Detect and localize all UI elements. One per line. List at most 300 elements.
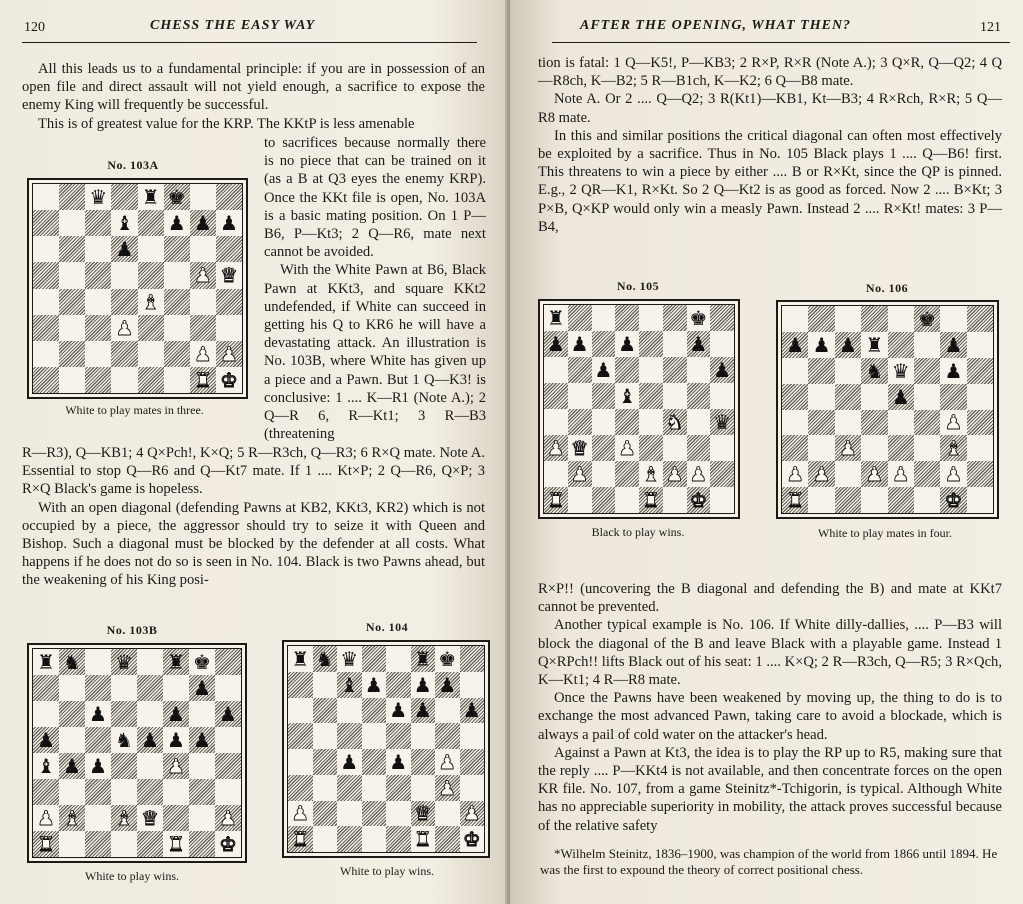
black-rook-icon: ♜ [141,185,160,210]
board-square [59,779,85,805]
board-square [33,727,59,753]
board-square [85,262,111,288]
board-square [967,332,993,358]
black-pawn-icon: ♟ [219,702,237,726]
black-knight-icon: ♞ [63,650,81,674]
board-square [215,753,241,779]
black-knight-icon: ♞ [315,646,334,671]
board-square [663,383,687,409]
board-square [215,701,241,727]
board-square [544,331,568,357]
board-square [190,184,216,210]
board-square [861,384,887,410]
board-square [216,236,242,262]
board-square [362,826,387,852]
board-square [592,409,616,435]
board-square [288,698,313,724]
white-rook-icon: ♜ [786,488,805,513]
white-bishop-icon: ♝ [63,806,81,830]
board-square [835,384,861,410]
board-square [568,487,592,513]
board-square [782,332,808,358]
board-square [164,367,190,393]
board-square [33,701,59,727]
board-square [362,646,387,672]
board-square [59,315,85,341]
board-square [568,305,592,331]
running-head-right: AFTER THE OPENING, WHAT THEN? [580,18,852,33]
board-square [782,410,808,436]
caption-103b: White to play wins. [85,869,179,883]
white-rook-icon: ♜ [167,832,185,856]
board-square [639,435,663,461]
board-square [163,727,189,753]
white-king-icon: ♚ [462,827,481,852]
black-rook-icon: ♜ [413,646,432,671]
chessboard-103a [27,178,248,399]
board-square [163,649,189,675]
board-square [460,672,485,698]
board-square [460,749,485,775]
white-rook-icon: ♜ [193,367,212,392]
board-square [835,461,861,487]
white-rook-icon: ♜ [291,827,310,852]
white-bishop-icon: ♝ [115,806,133,830]
board-square [138,262,164,288]
board-square [460,698,485,724]
black-pawn-icon: ♟ [63,754,81,778]
board-square [189,649,215,675]
board-square [216,367,242,393]
left-side-text [264,134,486,443]
board-square [888,461,914,487]
black-queen-icon: ♛ [89,185,108,210]
board-square [808,410,834,436]
board-square [386,723,411,749]
board-square [111,727,137,753]
left-bottom-text [22,444,485,590]
board-square [111,753,137,779]
board-square [808,487,834,513]
white-pawn-icon: ♟ [438,749,457,774]
board-square [835,435,861,461]
board-square [33,262,59,288]
board-square [639,461,663,487]
board-square [544,461,568,487]
board-square [337,723,362,749]
page-number-left: 120 [24,20,45,35]
board-label-106: No. 106 [865,281,909,295]
board-square [615,383,639,409]
black-pawn-icon: ♟ [89,702,107,726]
white-queen-icon: ♛ [570,436,589,460]
black-pawn-icon: ♟ [89,754,107,778]
white-pawn-icon: ♟ [865,462,884,487]
board-square [33,236,59,262]
white-rook-icon: ♜ [37,832,55,856]
board-square [940,487,966,513]
board-square [164,210,190,236]
board-square [861,306,887,332]
board-square [687,331,711,357]
board-square [59,262,85,288]
white-pawn-icon: ♟ [115,315,134,340]
board-square [687,357,711,383]
board-square [288,801,313,827]
board-square [940,332,966,358]
black-pawn-icon: ♟ [167,728,185,752]
board-square [313,698,338,724]
black-pawn-icon: ♟ [193,211,212,236]
black-rook-icon: ♜ [546,306,565,330]
board-square [460,723,485,749]
board-square [138,289,164,315]
board-square [687,487,711,513]
board-square [568,357,592,383]
board-square [85,701,111,727]
head-rule-left [22,42,477,43]
board-square [313,646,338,672]
board-square [137,675,163,701]
board-square [33,831,59,857]
board-square [411,826,436,852]
black-pawn-icon: ♟ [838,332,857,357]
board-square [163,779,189,805]
board-square [164,184,190,210]
board-square [190,210,216,236]
board-square [33,210,59,236]
paragraph: All this leads us to a fundamental principle: if you are in possession of an open file and direct assault will not yield enough, a sacrifice to expose the enemy King will frequently be successful. [22,61,485,114]
board-square [33,341,59,367]
board-square [808,332,834,358]
white-queen-icon: ♛ [219,263,238,288]
board-square [111,289,137,315]
board-square [639,383,663,409]
board-square [85,779,111,805]
board-square [782,358,808,384]
board-square [663,331,687,357]
right-bottom-text [538,580,1002,835]
board-square [33,289,59,315]
board-square [710,435,734,461]
board-square [615,461,639,487]
black-king-icon: ♚ [918,306,937,331]
paragraph: tion is fatal: 1 Q—K5!, P—KB3; 2 R×P, R×R (Note A.); 3 Q×R, Q—Q2; 4 Q—R8ch, K—B2; 5 R—B1ch, K—K2; 6 Q—B8 mate. [538,55,1002,90]
white-queen-icon: ♛ [141,806,159,830]
white-pawn-icon: ♟ [462,801,481,826]
board-square [460,826,485,852]
board-square [861,461,887,487]
board-square [710,461,734,487]
black-pawn-icon: ♟ [786,332,805,357]
black-pawn-icon: ♟ [37,728,55,752]
board-square [386,749,411,775]
black-pawn-icon: ♟ [193,676,211,700]
white-pawn-icon: ♟ [689,462,708,486]
black-pawn-icon: ♟ [713,358,732,382]
white-bishop-icon: ♝ [641,462,660,486]
board-square [215,831,241,857]
board-square [861,410,887,436]
board-square [808,384,834,410]
board-square [386,646,411,672]
board-square [362,672,387,698]
board-square [639,357,663,383]
board-square [435,826,460,852]
board-label-105: No. 105 [616,279,660,293]
white-king-icon: ♚ [219,832,237,856]
board-square [808,461,834,487]
board-square [189,753,215,779]
board-square [85,289,111,315]
board-square [914,487,940,513]
black-pawn-icon: ♟ [167,702,185,726]
board-square [592,487,616,513]
white-pawn-icon: ♟ [618,436,637,460]
black-pawn-icon: ♟ [115,237,134,262]
board-square [710,409,734,435]
board-square [663,305,687,331]
board-square [33,315,59,341]
board-square [386,826,411,852]
board-square [460,775,485,801]
board-square [59,184,85,210]
board-square [835,306,861,332]
board-square [435,749,460,775]
board-square [33,367,59,393]
board-square [362,749,387,775]
board-square [592,435,616,461]
board-square [33,779,59,805]
board-square [111,649,137,675]
board-square [164,315,190,341]
board-square [411,698,436,724]
board-square [592,383,616,409]
board-square [111,805,137,831]
board-square [615,331,639,357]
board-square [460,801,485,827]
board-square [59,727,85,753]
board-square [914,358,940,384]
caption-103a: White to play mates in three. [65,403,204,417]
board-square [163,805,189,831]
running-head-left: CHESS THE EASY WAY [150,18,316,33]
board-square [568,331,592,357]
board-square [967,358,993,384]
white-king-icon: ♚ [689,488,708,512]
white-pawn-icon: ♟ [167,754,185,778]
board-square [914,461,940,487]
black-pawn-icon: ♟ [438,672,457,697]
board-square [710,383,734,409]
board-square [190,315,216,341]
board-square [687,383,711,409]
board-square [362,801,387,827]
board-square [411,646,436,672]
board-square [592,357,616,383]
board-square [940,306,966,332]
board-square [85,236,111,262]
board-square [435,646,460,672]
board-square [411,672,436,698]
board-square [940,384,966,410]
board-square [639,305,663,331]
black-pawn-icon: ♟ [413,698,432,723]
board-square [85,675,111,701]
board-square [888,487,914,513]
board-square [940,410,966,436]
board-square [215,649,241,675]
board-square [138,184,164,210]
white-pawn-icon: ♟ [37,806,55,830]
board-square [85,367,111,393]
board-square [568,435,592,461]
board-square [639,331,663,357]
board-square [313,775,338,801]
white-queen-icon: ♛ [413,801,432,826]
board-square [59,675,85,701]
board-square [782,384,808,410]
board-square [544,357,568,383]
white-pawn-icon: ♟ [812,462,831,487]
black-pawn-icon: ♟ [891,384,910,409]
board-square [940,461,966,487]
board-square [411,801,436,827]
board-square [411,775,436,801]
board-square [663,409,687,435]
board-square [189,701,215,727]
board-square [663,357,687,383]
caption-106: White to play mates in four. [818,526,952,540]
board-square [337,646,362,672]
board-square [460,646,485,672]
board-square [411,749,436,775]
black-pawn-icon: ♟ [364,672,383,697]
white-pawn-icon: ♟ [193,263,212,288]
black-pawn-icon: ♟ [594,358,613,382]
footnote: *Wilhelm Steinitz, 1836–1900, was champion of the world from 1866 until 1894. He was the first to expound the theory of correct positional chess. [540,846,998,877]
board-square [861,435,887,461]
board-square [615,357,639,383]
board-square [710,487,734,513]
board-square [163,701,189,727]
board-square [362,723,387,749]
board-square [386,698,411,724]
board-square [615,487,639,513]
paragraph: Once the Pawns have been weakened by moving up, the thing to do is to exchange the most advanced Pawn, taking care to avoid a blockade, which is always a pail of cold water on the attacker's head. [538,690,1002,743]
board-square [111,779,137,805]
black-bishop-icon: ♝ [618,384,637,408]
board-square [163,675,189,701]
board-square [888,358,914,384]
black-pawn-icon: ♟ [689,332,708,356]
board-square [782,487,808,513]
board-square [85,805,111,831]
board-square [59,649,85,675]
black-pawn-icon: ♟ [389,749,408,774]
white-pawn-icon: ♟ [570,462,589,486]
board-square [216,262,242,288]
paragraph: With the White Pawn at B6, Black Pawn at KKt3, and square KKt2 undefended, if White can succeed in getting his Q to KR6 he will have a devastating attack. An illustration is No. 103B, where White has given up a piece and a Pawn. But 1 Q—K3! is conclusive: 1 .... K—R1 (Note A.); 2 Q—R 6, R—Kt1; 3 R—B3 (threatening [264,262,486,443]
board-square [313,723,338,749]
white-king-icon: ♚ [944,488,963,513]
black-knight-icon: ♞ [865,358,884,383]
board-square [85,831,111,857]
black-bishop-icon: ♝ [115,211,134,236]
board-square [215,805,241,831]
board-square [85,649,111,675]
board-square [386,775,411,801]
board-square [313,749,338,775]
board-square [138,315,164,341]
board-square [111,184,137,210]
board-square [835,487,861,513]
white-pawn-icon: ♟ [219,341,238,366]
board-square [137,753,163,779]
paragraph: Against a Pawn at Kt3, the idea is to play the RP up to R5, making sure that the reply .... P—KKt4 is not available, and then concentrate forces on the open KR file. No. 107, from a game Steinitz*-Tchigorin, is typical. Although White has no appreciable superiority in mobility, the attack proves successful because of the relative safety [538,744,1002,834]
paragraph: R×P!! (uncovering the B diagonal and defending the B) and mate at KKt7 cannot be prevented. [538,581,1002,616]
black-pawn-icon: ♟ [812,332,831,357]
board-square [639,409,663,435]
board-square [33,753,59,779]
board-square [888,332,914,358]
board-square [888,306,914,332]
black-rook-icon: ♜ [865,332,884,357]
board-square [861,358,887,384]
board-square [386,672,411,698]
black-rook-icon: ♜ [167,650,185,674]
board-square [313,801,338,827]
board-square [59,236,85,262]
chessboard-103b [27,643,247,863]
board-square [190,262,216,288]
board-square [216,289,242,315]
board-square [59,831,85,857]
board-square [687,461,711,487]
board-square [190,289,216,315]
paragraph: With an open diagonal (defending Pawns at KB2, KKt3, KR2) which is not occupied by a piece, the aggressor should try to seize it with Queen and Bishop. Such a diagonal must be blocked by the defender at all costs. What happens if he does not do so is seen in No. 104. Black is two Pawns ahead, but the weakening of his King posi- [22,499,485,589]
chessboard-106 [776,300,999,519]
board-square [967,435,993,461]
page-number-right: 121 [980,20,1001,35]
board-square [288,826,313,852]
board-square [967,487,993,513]
black-pawn-icon: ♟ [944,358,963,383]
paragraph: This is of greatest value for the KRP. The KKtP is less amenable [38,115,415,132]
board-square [914,435,940,461]
board-square [710,331,734,357]
board-square [362,775,387,801]
white-pawn-icon: ♟ [291,801,310,826]
board-square [663,487,687,513]
caption-105: Black to play wins. [591,525,685,539]
board-square [59,210,85,236]
board-square [33,675,59,701]
white-rook-icon: ♜ [546,488,565,512]
board-square [435,698,460,724]
board-square [189,805,215,831]
board-square [337,826,362,852]
board-square [85,753,111,779]
board-square [164,262,190,288]
board-square [189,727,215,753]
board-square [337,801,362,827]
board-square [615,305,639,331]
black-king-icon: ♚ [167,185,186,210]
board-square [967,384,993,410]
board-label-104: No. 104 [365,620,409,634]
board-square [137,649,163,675]
